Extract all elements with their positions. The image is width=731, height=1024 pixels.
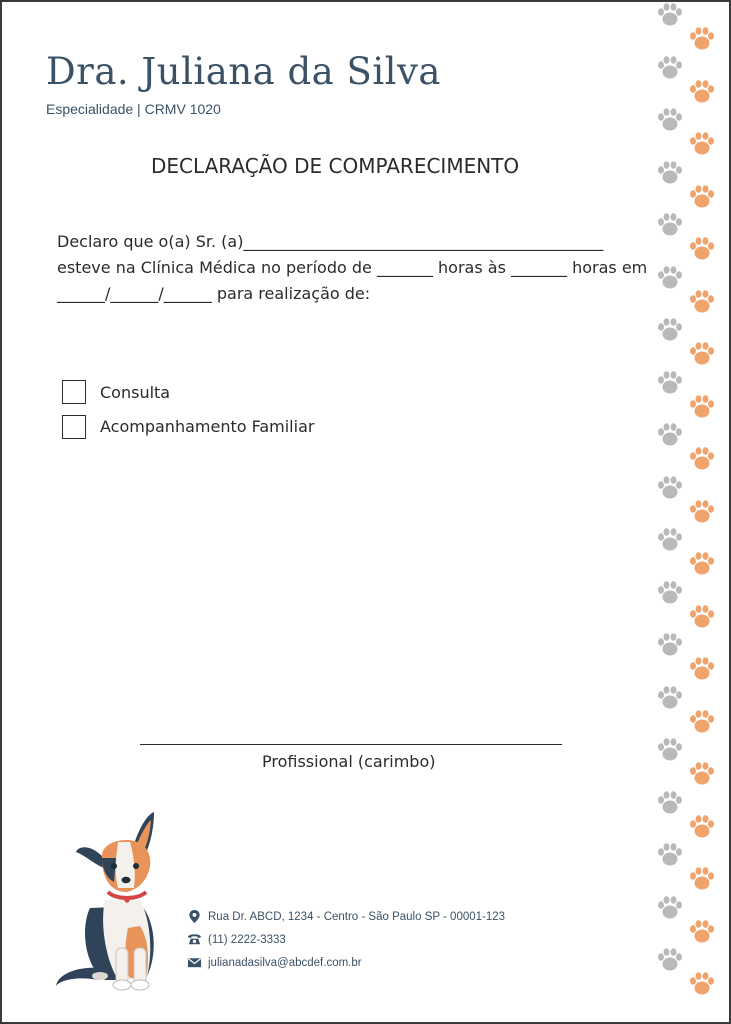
paw-print-icon: [688, 79, 716, 105]
consulta-label: Consulta: [100, 383, 171, 402]
paw-print-icon: [656, 527, 684, 553]
paw-print-icon: [656, 895, 684, 921]
declaration-line-1: Declaro que o(a) Sr. (a)_____________________________________________: [57, 232, 604, 251]
dog-illustration: [50, 808, 170, 994]
paw-print-icon: [656, 790, 684, 816]
paw-print-icon: [688, 236, 716, 262]
paw-print-icon: [688, 761, 716, 787]
paw-print-icon: [656, 317, 684, 343]
paw-print-icon: [688, 446, 716, 472]
paw-print-icon: [656, 842, 684, 868]
contact-address: [187, 909, 505, 924]
paw-print-icon: [656, 685, 684, 711]
contact-phone: [187, 932, 286, 947]
paw-print-icon: [656, 947, 684, 973]
paw-print-icon: [688, 971, 716, 997]
paw-print-icon: [688, 814, 716, 840]
paw-print-icon: [688, 656, 716, 682]
document-title: DECLARAÇÃO DE COMPARECIMENTO: [151, 154, 520, 178]
paw-print-icon: [688, 551, 716, 577]
paw-print-icon: [656, 737, 684, 763]
paw-print-icon: [656, 265, 684, 291]
doctor-name: Dra. Juliana da Silva: [46, 50, 441, 93]
paw-print-icon: [688, 184, 716, 210]
paw-print-icon: [688, 131, 716, 157]
paw-print-icon: [688, 709, 716, 735]
paw-print-icon: [656, 422, 684, 448]
paw-print-icon: [656, 212, 684, 238]
paw-print-icon: [656, 160, 684, 186]
paw-print-icon: [656, 475, 684, 501]
declaration-line-2: esteve na Clínica Médica no período de _______ horas às _______ horas em: [57, 258, 648, 277]
contact-email-text: julianadasilva@abcdef.com.br: [208, 956, 362, 969]
paw-print-icon: [688, 341, 716, 367]
signature-line: [140, 744, 562, 745]
contact-phone-text: (11) 2222-3333: [208, 933, 286, 946]
consulta-checkbox[interactable]: [62, 380, 86, 404]
telephone-icon: [187, 932, 202, 947]
paw-print-icon: [688, 289, 716, 315]
envelope-icon: [187, 955, 202, 970]
paw-print-icon: [688, 499, 716, 525]
paw-print-icon: [688, 394, 716, 420]
paw-print-icon: [688, 604, 716, 630]
paw-print-icon: [688, 26, 716, 52]
paw-print-icon: [656, 107, 684, 133]
location-pin-icon: [187, 909, 202, 924]
paw-print-icon: [688, 919, 716, 945]
paw-print-icon: [656, 2, 684, 28]
acompanhamento-label: Acompanhamento Familiar: [100, 417, 315, 436]
contact-address-text: Rua Dr. ABCD, 1234 - Centro - São Paulo SP - 00001-123: [208, 910, 506, 923]
paw-print-icon: [656, 580, 684, 606]
contact-email: [187, 955, 362, 970]
paw-print-icon: [656, 632, 684, 658]
doctor-specialty: Especialidade | CRMV 1020: [46, 101, 221, 117]
paw-print-icon: [656, 55, 684, 81]
signature-label: Profissional (carimbo): [262, 752, 436, 771]
paw-print-icon: [688, 866, 716, 892]
declaration-line-3: ______/______/______ para realização de:: [57, 284, 371, 303]
paw-print-icon: [656, 370, 684, 396]
acompanhamento-checkbox[interactable]: [62, 415, 86, 439]
